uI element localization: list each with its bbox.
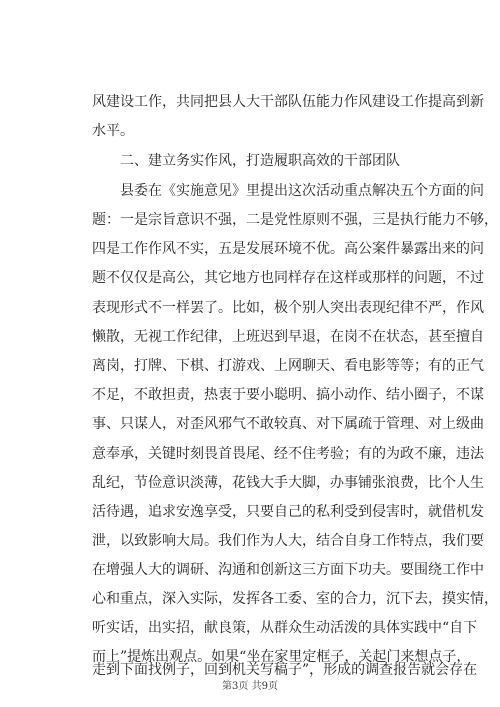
body-text-line: 泄，以致影响大局。我们作为人大，结合自身工作特点，我们要 <box>92 533 484 549</box>
body-text-line: 心和重点，深入实际，发挥各工委、室的合力，沉下去，摸实情， <box>92 591 498 607</box>
body-text-line: 表现形式不一样罢了。比如，极个别人突出表现纪律不严，作风 <box>92 300 484 316</box>
body-text-line: 县委在《实施意见》里提出这次活动重点解决五个方面的问 <box>120 183 484 199</box>
body-text-line: 事、只谋人，对歪风邪气不敢较真、对下属疏于管理、对上级曲 <box>92 416 484 432</box>
body-text-line: 风建设工作，共同把县人大干部队伍能力作风建设工作提高到新 <box>92 94 484 110</box>
body-text-line: 走到下面找例子，回到机关写稿子”，形成的调查报告就会存在 <box>92 662 478 678</box>
page-number-footer: 第3页 共9页 <box>222 681 278 692</box>
body-text-line: 离岗，打牌、下棋、打游戏、上网聊天、看电影等等；有的正气 <box>92 358 484 374</box>
body-text-line: 懒散，无视工作纪律，上班迟到早退，在岗不在状态，甚至擅自 <box>92 329 484 345</box>
body-text-line: 在增强人大的调研、沟通和创新这三方面下功夫。要围绕工作中 <box>92 562 484 578</box>
body-text-line: 而上”提炼出观点。如果“坐在家里定框子，关起门来想点子， <box>92 649 471 665</box>
body-text-line: 意奉承，关键时刻畏首畏尾、经不住考验；有的为政不廉，违法 <box>92 446 484 462</box>
body-text-line: 题：一是宗旨意识不强，二是党性原则不强，三是执行能力不够， <box>92 212 498 228</box>
body-text-line: 不足，不敢担责，热衷于要小聪明、搞小动作、结小圈子，不谋 <box>92 387 484 403</box>
body-text-line: 听实话，出实招，献良策，从群众生动活泼的具体实践中“自下 <box>92 620 478 636</box>
body-text-line: 四是工作作风不实，五是发展环境不优。高公案件暴露出来的问 <box>92 241 484 257</box>
body-text-line: 乱纪，节俭意识淡薄，花钱大手大脚，办事铺张浪费，比个人生 <box>92 475 484 491</box>
section-heading: 二、建立务实作风，打造履职高效的干部团队 <box>120 153 400 169</box>
body-text-line: 水平。 <box>92 123 134 139</box>
body-text-line: 活待遇，追求安逸享受，只要自己的私利受到侵害时，就借机发 <box>92 504 484 520</box>
body-text-line: 题不仅仅是高公，其它地方也同样存在这样或那样的问题，不过 <box>92 270 484 286</box>
